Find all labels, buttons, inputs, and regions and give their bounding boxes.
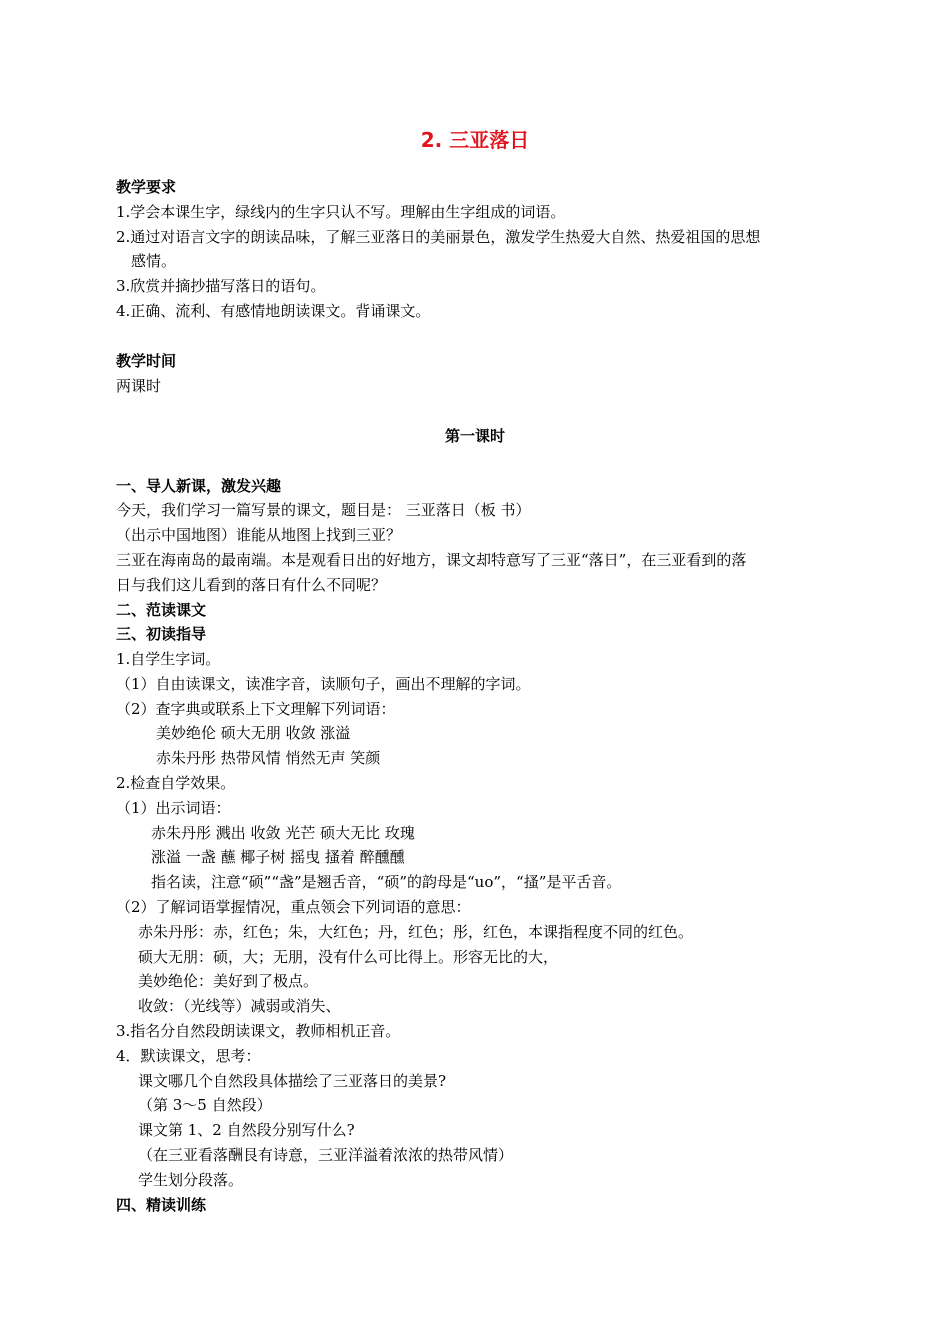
answer-line: （第 3～5 自然段） xyxy=(138,1096,272,1114)
definition-line: 收敛：（光线等）减弱或消失、 xyxy=(138,997,341,1015)
text-line: 日与我们这儿看到的落日有什么不同呢？ xyxy=(116,576,387,594)
text-line: 指名读，注意“硕”“盏”是翘舌音，“硕”的韵母是“uo”，“搔”是平舌音。 xyxy=(151,873,622,891)
text-line: 4．默读课文，思考： xyxy=(116,1047,261,1065)
text-line: （2）查字典或联系上下文理解下列词语： xyxy=(116,700,396,718)
text-line: （1）出示词语： xyxy=(116,799,231,817)
text-line: （2）了解词语掌握情况，重点领会下列词语的意思： xyxy=(116,898,471,916)
text-line: 2.检查自学效果。 xyxy=(116,774,236,792)
text-line: 1.学会本课生字，绿线内的生字只认不写。理解由生字组成的词语。 xyxy=(116,203,566,221)
text-line: 3.欣赏并摘抄描写落日的语句。 xyxy=(116,277,326,295)
question-line: 课文哪几个自然段具体描绘了三亚落日的美景? xyxy=(138,1072,447,1090)
text-line: （1）自由读课文，读准字音，读顺句子，画出不理解的字词。 xyxy=(116,675,531,693)
document-title: 2. 三亚落日 xyxy=(420,128,530,152)
text-line: 今天，我们学习一篇写景的课文，题目是： 三亚落日（板 书） xyxy=(116,501,531,519)
text-line: 2.通过对语言文字的朗读品味，了解三亚落日的美丽景色，激发学生热爱大自然、热爱祖国的思想 xyxy=(116,228,761,246)
text-line: 学生划分段落。 xyxy=(138,1171,244,1189)
section-heading: 三、初读指导 xyxy=(116,625,207,643)
section-heading: 四、精读训练 xyxy=(116,1196,207,1214)
text-line: （出示中国地图）谁能从地图上找到三亚？ xyxy=(116,526,402,544)
text-line: 两课时 xyxy=(116,377,162,395)
text-line: 感情。 xyxy=(131,252,177,270)
section-heading: 一、导人新课，激发兴趣 xyxy=(116,477,282,495)
text-line: 三亚在海南岛的最南端。本是观看日出的好地方，课文却特意写了三亚“落日”，在三亚看到的落 xyxy=(116,551,747,569)
section-heading: 教学时间 xyxy=(116,352,177,370)
answer-line: （在三亚看落酬艮有诗意，三亚洋溢着浓浓的热带风情） xyxy=(138,1146,514,1164)
lesson-heading: 第一课时 xyxy=(444,427,505,445)
question-line: 课文第 1、2 自然段分别写什么? xyxy=(138,1121,355,1139)
text-line: 3.指名分自然段朗读课文，教师相机正音。 xyxy=(116,1022,401,1040)
vocabulary-line: 赤朱丹彤 溅出 收敛 光芒 硕大无比 玫瑰 xyxy=(151,824,415,842)
definition-line: 硕大无朋：硕，大；无朋，没有什么可比得上。形容无比的大， xyxy=(138,948,559,966)
vocabulary-line: 赤朱丹彤 热带风情 悄然无声 笑颜 xyxy=(156,749,381,767)
section-heading: 教学要求 xyxy=(116,178,177,196)
definition-line: 美妙绝伦：美好到了极点。 xyxy=(138,972,319,990)
vocabulary-line: 美妙绝伦 硕大无朋 收敛 涨溢 xyxy=(156,724,351,742)
vocabulary-line: 涨溢 一盏 蘸 椰子树 摇曳 搔着 醉醺醺 xyxy=(151,848,405,866)
text-line: 4.正确、流利、有感情地朗读课文。背诵课文。 xyxy=(116,302,431,320)
text-line: 1.自学生字词。 xyxy=(116,650,221,668)
definition-line: 赤朱丹彤：赤，红色；朱，大红色；丹，红色；彤，红色，本课指程度不同的红色。 xyxy=(138,923,694,941)
section-heading: 二、范读课文 xyxy=(116,601,207,619)
